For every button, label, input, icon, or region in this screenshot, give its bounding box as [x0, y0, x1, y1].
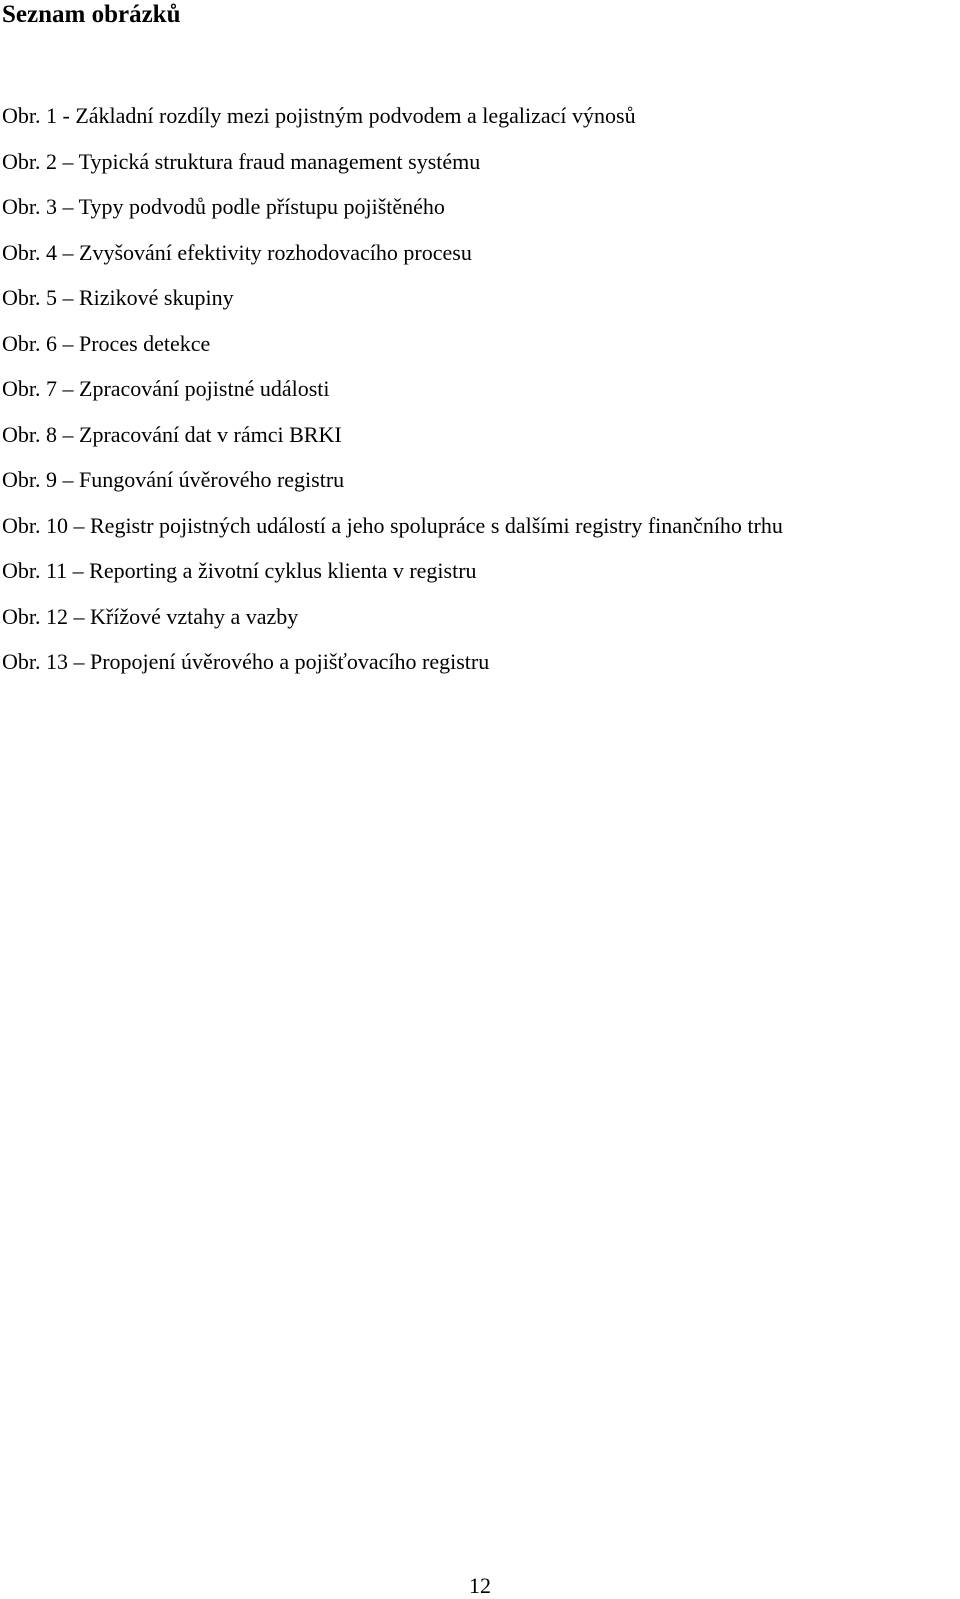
figure-list-item: Obr. 11 – Reporting a životní cyklus klienta v registru — [2, 558, 477, 583]
figure-list-item: Obr. 9 – Fungování úvěrového registru — [2, 467, 345, 492]
figure-list-item: Obr. 3 – Typy podvodů podle přístupu pojištěného — [2, 194, 445, 219]
figure-list-item: Obr. 4 – Zvyšování efektivity rozhodovacího procesu — [2, 239, 472, 265]
figure-list-item: Obr. 7 – Zpracování pojistné události — [2, 376, 330, 401]
figure-list-item: Obr. 1 - Základní rozdíly mezi pojistným podvodem a legalizací výnosů — [2, 103, 636, 128]
figure-list-item: Obr. 2 – Typická struktura fraud management systému — [2, 148, 481, 174]
figure-list-item: Obr. 10 – Registr pojistných událostí a jeho spolupráce s dalšími registry finančního trhu — [2, 512, 783, 538]
figure-list-item: Obr. 8 – Zpracování dat v rámci BRKI — [2, 421, 342, 447]
figure-list — [2, 98, 783, 690]
page-title: Seznam obrázků — [2, 1, 181, 28]
figure-list-item: Obr. 13 – Propojení úvěrového a pojišťovacího registru — [2, 649, 490, 674]
figure-list-item: Obr. 5 – Rizikové skupiny — [2, 285, 234, 310]
figure-list-item: Obr. 12 – Křížové vztahy a vazby — [2, 603, 299, 629]
figure-list-item: Obr. 6 – Proces detekce — [2, 330, 211, 356]
page-number: 12 — [469, 1573, 491, 1598]
